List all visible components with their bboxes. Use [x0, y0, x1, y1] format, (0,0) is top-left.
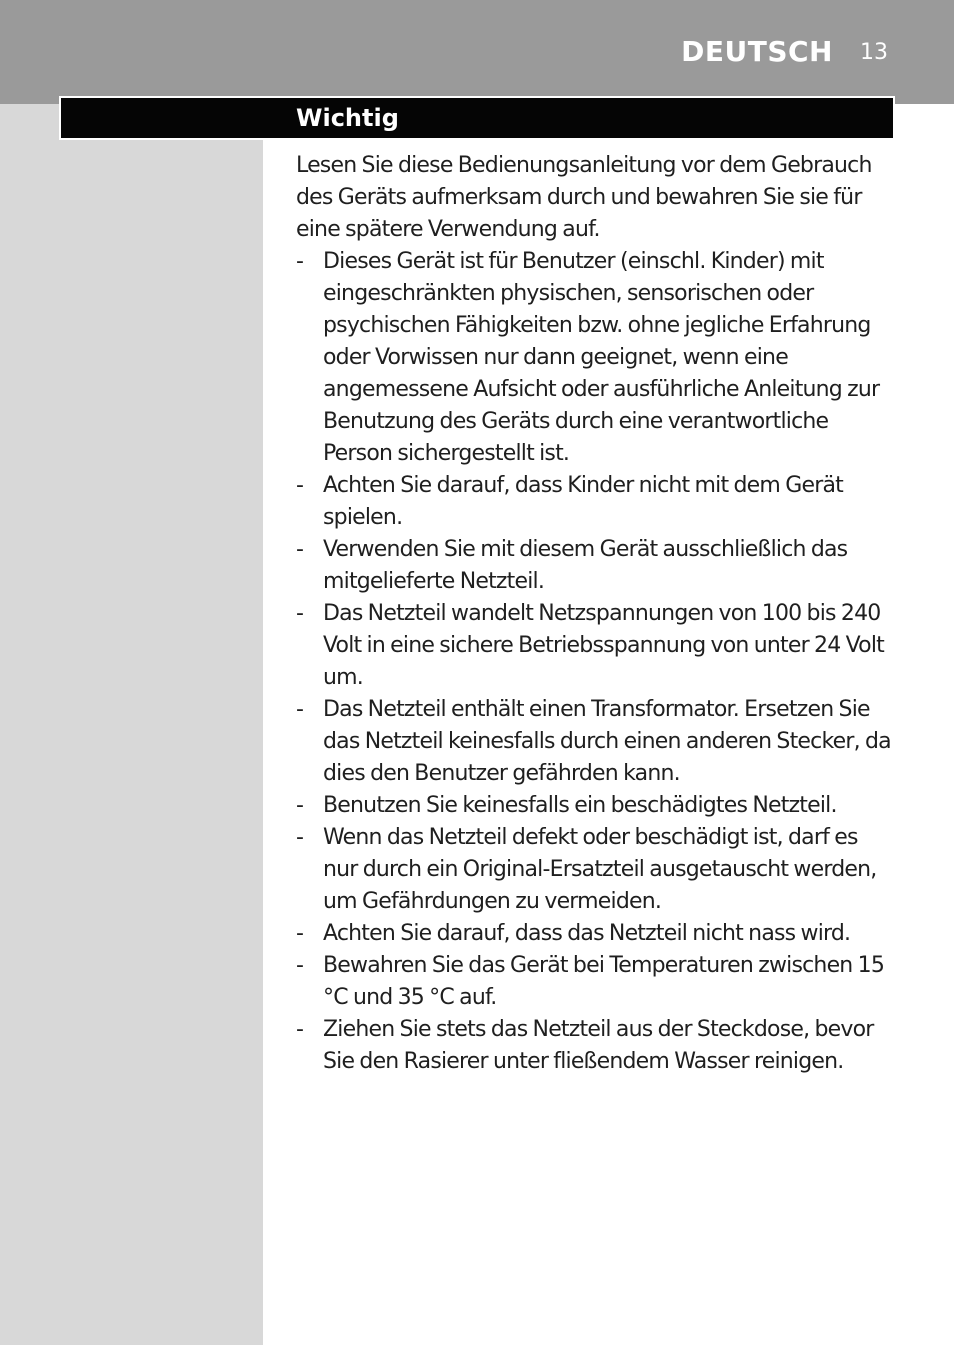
list-item-text: Benutzen Sie keinesfalls ein beschädigtes Netzteil.: [323, 793, 837, 818]
list-item: [296, 598, 896, 694]
list-item-text: Das Netzteil wandelt Netzspannungen von 100 bis 240 Volt in eine sichere Betriebsspannung von unter 24 Volt um.: [323, 601, 884, 690]
list-item-text: Achten Sie darauf, dass das Netzteil nicht nass wird.: [323, 921, 851, 946]
bullet-dash: -: [296, 601, 304, 626]
list-item-text: Verwenden Sie mit diesem Gerät ausschließlich das mitgelieferte Netzteil.: [323, 537, 848, 594]
side-margin-column: [0, 104, 263, 1345]
list-item: [296, 1014, 896, 1078]
bullet-dash: -: [296, 825, 304, 850]
bullet-dash: -: [296, 697, 304, 722]
bullet-dash: -: [296, 921, 304, 946]
list-item-text: Wenn das Netzteil defekt oder beschädigt ist, darf es nur durch ein Original-Ersatzteil ausgetauscht werden, um Gefährdungen zu vermeiden.: [323, 825, 877, 914]
list-item: [296, 534, 896, 598]
section-title: Wichtig: [296, 104, 399, 132]
list-item-text: Dieses Gerät ist für Benutzer (einschl. Kinder) mit eingeschränkten physischen, sensorischen oder psychischen Fähigkeiten bzw. ohne jegliche Erfahrung oder Vorwissen nur dann geeignet, wenn eine angemessene Aufsicht oder ausführliche Anleitung zur Benutzung des Geräts durch eine verantwortliche Person sichergestellt ist.: [323, 249, 880, 466]
safety-list: [296, 246, 896, 1078]
bullet-dash: -: [296, 793, 304, 818]
body-content: [296, 150, 896, 1078]
list-item-text: Bewahren Sie das Gerät bei Temperaturen zwischen 15 °C und 35 °C auf.: [323, 953, 885, 1010]
list-item: [296, 790, 896, 822]
list-item: [296, 950, 896, 1014]
intro-paragraph: Lesen Sie diese Bedienungsanleitung vor dem Gebrauch des Geräts aufmerksam durch und bewahren Sie sie für eine spätere Verwendung auf.: [296, 153, 872, 242]
list-item-text: Achten Sie darauf, dass Kinder nicht mit dem Gerät spielen.: [323, 473, 843, 530]
page-number: 13: [860, 40, 888, 65]
bullet-dash: -: [296, 953, 304, 978]
list-item: [296, 822, 896, 918]
list-item-text: Das Netzteil enthält einen Transformator. Ersetzen Sie das Netzteil keinesfalls durch einen anderen Stecker, da dies den Benutzer gefährden kann.: [323, 697, 891, 786]
bullet-dash: -: [296, 249, 304, 274]
list-item: [296, 246, 896, 470]
list-item: [296, 918, 896, 950]
list-item: [296, 470, 896, 534]
section-heading-bar: [61, 98, 893, 138]
bullet-dash: -: [296, 1017, 304, 1042]
bullet-dash: -: [296, 473, 304, 498]
list-item: [296, 694, 896, 790]
header-language-label: DEUTSCH: [681, 35, 833, 68]
list-item-text: Ziehen Sie stets das Netzteil aus der Steckdose, bevor Sie den Rasierer unter fließendem Wasser reinigen.: [323, 1017, 874, 1074]
bullet-dash: -: [296, 537, 304, 562]
